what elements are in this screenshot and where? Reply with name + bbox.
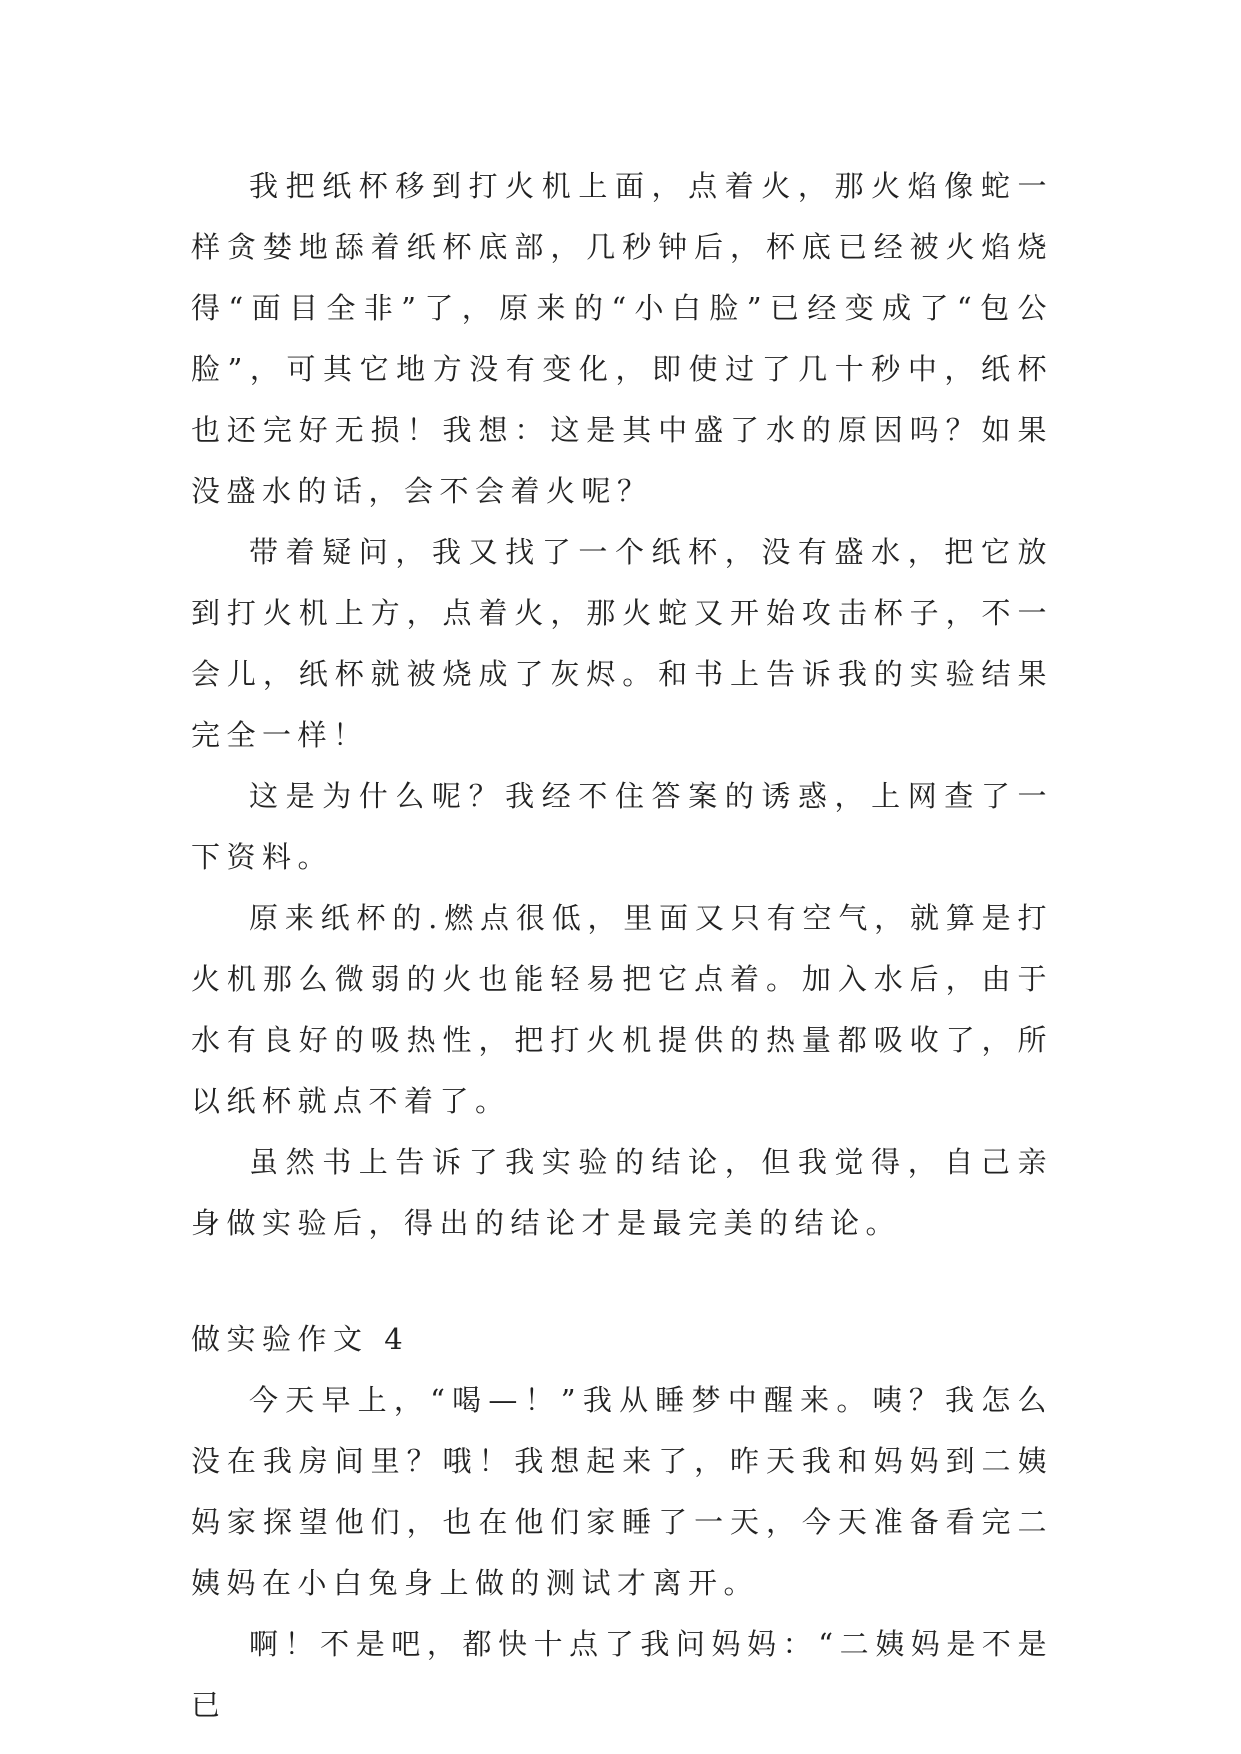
- section-title: 做实验作文 4: [191, 1322, 410, 1356]
- paragraph-lighter-cup: 我把纸杯移到打火机上面，点着火，那火焰像蛇一样贪婪地舔着纸杯底部，几秒钟后，杯底已经被火焰烧得“面目全非”了，原来的“小白脸”已经变成了“包公脸”，可其它地方没有变化，即使过了几十秒中，纸杯也还完好无损！我想：这是其中盛了水的原因吗？如果没盛水的话，会不会着火呢？: [191, 169, 1053, 508]
- paragraph-question: 这是为什么呢？我经不住答案的诱惑，上网查了一下资料。: [191, 779, 1053, 874]
- paragraph-conclusion: 虽然书上告诉了我实验的结论，但我觉得，自己亲身做实验后，得出的结论才是最完美的结论。: [191, 1145, 1053, 1240]
- paragraph-morning: 今天早上，“喝—！”我从睡梦中醒来。咦？我怎么没在我房间里？哦！我想起来了，昨天我和妈妈到二姨妈家探望他们，也在他们家睡了一天，今天准备看完二姨妈在小白兔身上做的测试才离开。: [191, 1383, 1053, 1600]
- paragraph-empty-cup: 带着疑问，我又找了一个纸杯，没有盛水，把它放到打火机上方，点着火，那火蛇又开始攻击杯子，不一会儿，纸杯就被烧成了灰烬。和书上告诉我的实验结果完全一样！: [191, 535, 1053, 752]
- paragraph-explanation: 原来纸杯的.燃点很低，里面又只有空气，就算是打火机那么微弱的火也能轻易把它点着。加入水后，由于水有良好的吸热性，把打火机提供的热量都吸收了，所以纸杯就点不着了。: [191, 901, 1053, 1118]
- document-body: [191, 156, 1053, 1736]
- paragraph-ask-mom: 啊！不是吧，都快十点了我问妈妈：“二姨妈是不是已: [191, 1627, 1053, 1722]
